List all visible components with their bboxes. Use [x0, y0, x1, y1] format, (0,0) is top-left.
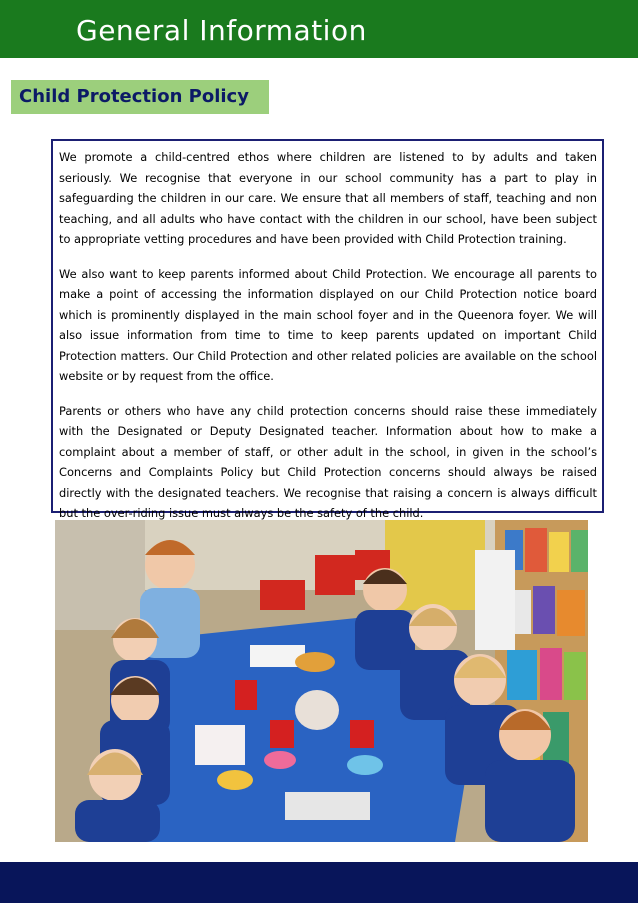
classroom-photo — [55, 520, 588, 842]
page-title: General Information — [76, 14, 367, 47]
paragraph-3: Parents or others who have any child protection concerns should raise these immediately with the Designated or Deputy Designated teacher. Information about how to make a complaint about a member of staff, or other adult in the school, in given in the school’s Concerns and Complaints Policy but Child Protection concerns should always be raised directly with the designated teachers. We recognise that raising a concern is always difficult but the over-riding issue must always be the safety of the child. — [59, 403, 597, 520]
footer-bar — [0, 862, 638, 903]
paragraph-1: We promote a child-centred ethos where children are listened to by adults and taken seriously. We recognise that everyone in our school community has a part to play in safeguarding the children in our care. We ensure that all members of staff, teaching and non teaching, and all adults who have contact with the children in our school, have been subject to appropriate vetting procedures and have been provided with Child Protection training. — [59, 150, 597, 246]
section-title: Child Protection Policy — [19, 86, 249, 107]
classroom-photo-illustration — [55, 520, 588, 842]
header-bar — [0, 0, 638, 58]
info-box — [51, 139, 604, 520]
paragraph-2: We also want to keep parents informed about Child Protection. We encourage all parents to make a point of accessing the information displayed on our Child Protection notice board which is prominently displayed in the main school foyer and in the Queenora foyer. We will also issue information from time to time to keep parents updated on important Child Protection matters. Our Child Protection and other related policies are available on the school website or by request from the office. — [59, 266, 597, 383]
section-badge — [11, 80, 269, 114]
